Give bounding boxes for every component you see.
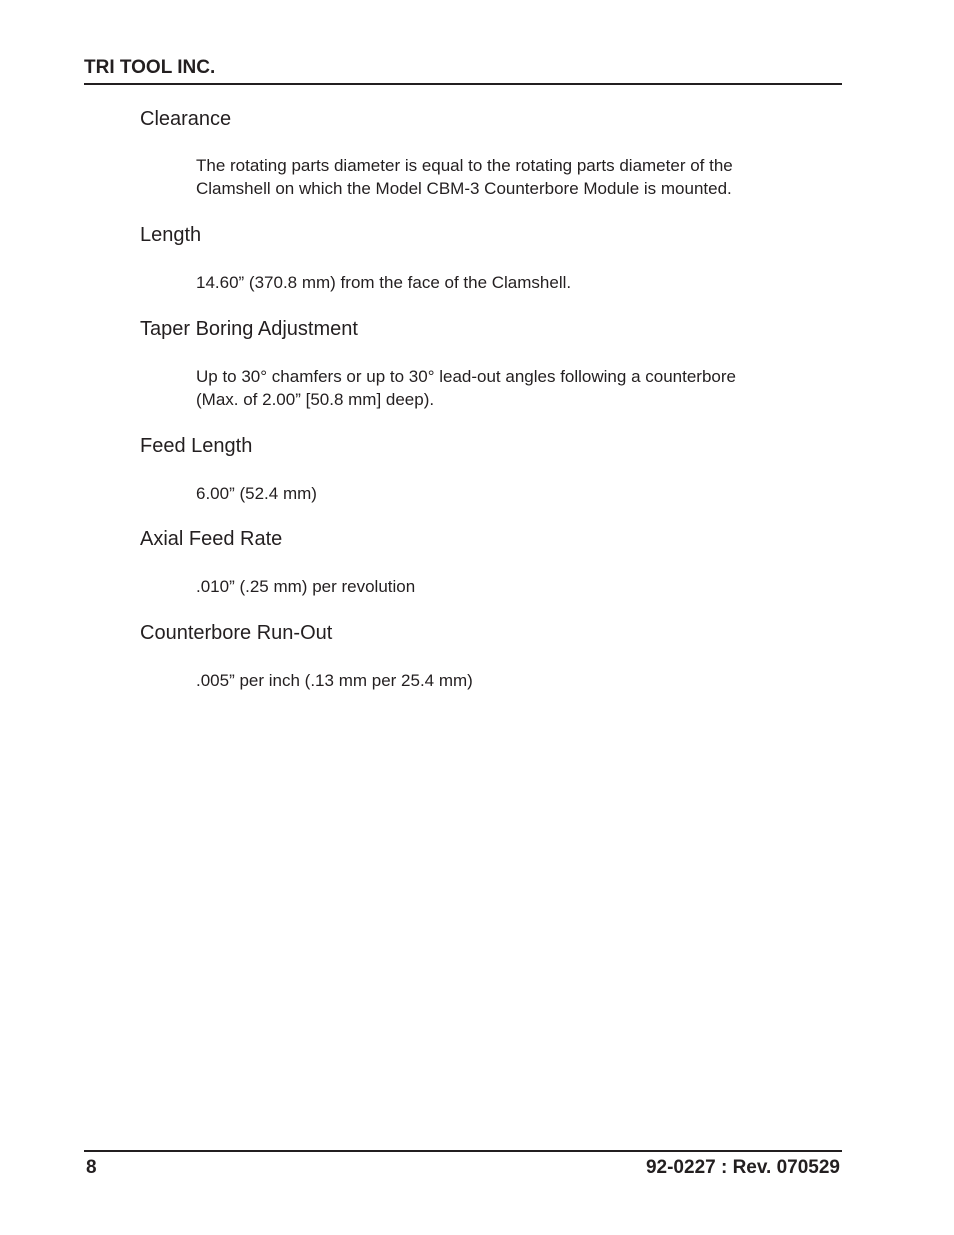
header-divider [84, 83, 842, 85]
section-text-counterbore-run-out [196, 669, 816, 692]
text-line: (Max. of 2.00” [50.8 mm] deep). [196, 390, 435, 409]
section-heading-taper-boring-adjustment: Taper Boring Adjustment [140, 318, 358, 340]
section-heading-clearance: Clearance [140, 108, 232, 130]
text-line: The rotating parts diameter is equal to the rotating parts diameter of the [196, 156, 733, 175]
section-text-length [196, 271, 816, 294]
document-revision: 92-0227 : Rev. 070529 [645, 1157, 840, 1178]
section-heading-axial-feed-rate: Axial Feed Rate [140, 528, 283, 550]
text-line: 14.60” (370.8 mm) from the face of the Clamshell. [196, 273, 572, 292]
text-line: Clamshell on which the Model CBM-3 Counterbore Module is mounted. [196, 179, 732, 198]
footer-divider [84, 1150, 842, 1152]
company-name: TRI TOOL INC. [84, 57, 216, 78]
section-heading-feed-length: Feed Length [140, 435, 253, 457]
text-line: Up to 30° chamfers or up to 30° lead-out angles following a counterbore [196, 367, 736, 386]
section-heading-counterbore-run-out: Counterbore Run-Out [140, 622, 333, 644]
section-text-clearance [196, 154, 816, 200]
section-text-feed-length [196, 482, 816, 505]
text-line: .010” (.25 mm) per revolution [196, 577, 416, 596]
text-line: 6.00” (52.4 mm) [196, 484, 317, 503]
section-heading-length: Length [140, 224, 202, 246]
section-text-taper-boring-adjustment [196, 365, 816, 411]
text-line: .005” per inch (.13 mm per 25.4 mm) [196, 671, 473, 690]
page-number: 8 [86, 1157, 97, 1178]
section-text-axial-feed-rate [196, 575, 816, 598]
